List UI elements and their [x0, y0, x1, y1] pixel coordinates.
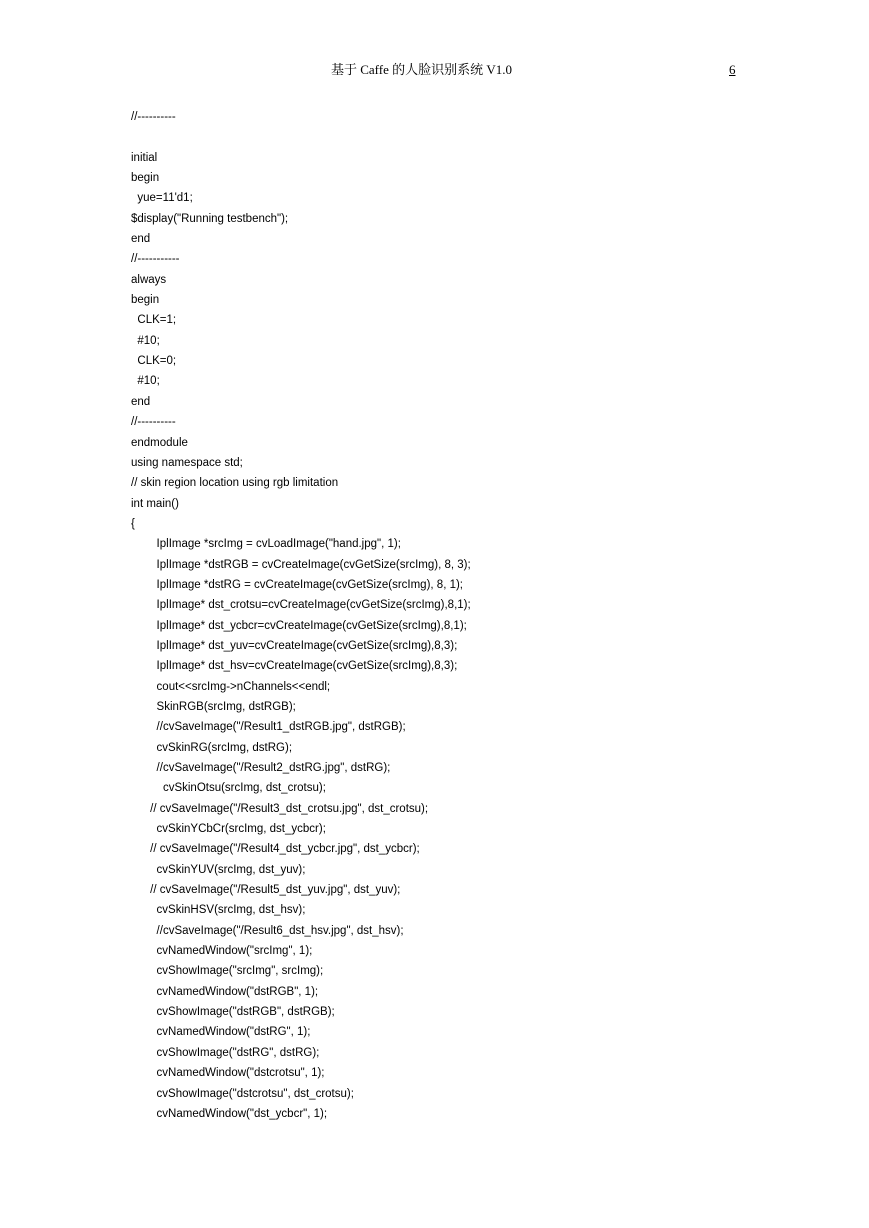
code-line: int main()	[131, 497, 179, 510]
code-line: using namespace std;	[131, 456, 243, 469]
code-line: cvNamedWindow("dstRG", 1);	[131, 1026, 311, 1039]
code-line	[131, 127, 831, 147]
code-line: cvShowImage("dstRG", dstRG);	[131, 1046, 320, 1059]
code-line: CLK=1;	[131, 314, 177, 327]
code-line: cvShowImage("dstcrotsu", dst_crotsu);	[131, 1087, 354, 1100]
code-line: cvSkinHSV(srcImg, dst_hsv);	[131, 904, 306, 917]
code-line: SkinRGB(srcImg, dstRGB);	[131, 700, 296, 713]
code-line: IplImage* dst_hsv=cvCreateImage(cvGetSize(srcImg),8,3);	[131, 660, 458, 673]
code-listing	[131, 107, 831, 1124]
code-line: cvSkinYUV(srcImg, dst_yuv);	[131, 863, 306, 876]
page-number: 6	[729, 62, 736, 77]
code-line: $display("Running testbench");	[131, 212, 289, 225]
code-line: cvSkinRG(srcImg, dstRG);	[131, 741, 293, 754]
code-line: // cvSaveImage("/Result4_dst_ycbcr.jpg", dst_ycbcr);	[131, 843, 420, 856]
code-line: initial	[131, 151, 158, 164]
code-line: IplImage *srcImg = cvLoadImage("hand.jpg", 1);	[131, 538, 401, 551]
code-line: cvNamedWindow("srcImg", 1);	[131, 945, 313, 958]
code-line: yue=11'd1;	[131, 192, 193, 205]
code-line: cvNamedWindow("dst_ycbcr", 1);	[131, 1107, 328, 1120]
code-line: //cvSaveImage("/Result1_dstRGB.jpg", dstRGB);	[131, 721, 406, 734]
code-line: //----------	[131, 416, 176, 429]
code-line: always	[131, 273, 167, 286]
code-line: // cvSaveImage("/Result5_dst_yuv.jpg", dst_yuv);	[131, 884, 401, 897]
code-line: cvSkinYCbCr(srcImg, dst_ycbcr);	[131, 823, 326, 836]
code-line: CLK=0;	[131, 355, 177, 368]
code-line: {	[131, 517, 135, 530]
code-line: end	[131, 233, 151, 246]
code-line: cvNamedWindow("dstRGB", 1);	[131, 985, 319, 998]
code-line: cvShowImage("dstRGB", dstRGB);	[131, 1006, 335, 1019]
code-line: //-----------	[131, 253, 180, 266]
code-line: cvNamedWindow("dstcrotsu", 1);	[131, 1067, 325, 1080]
code-line: begin	[131, 172, 160, 185]
code-line: #10;	[131, 375, 160, 388]
code-line: IplImage *dstRG = cvCreateImage(cvGetSize(srcImg), 8, 1);	[131, 578, 464, 591]
code-line: IplImage* dst_crotsu=cvCreateImage(cvGetSize(srcImg),8,1);	[131, 599, 471, 612]
code-line: cvSkinOtsu(srcImg, dst_crotsu);	[131, 782, 326, 795]
code-line: begin	[131, 294, 160, 307]
code-line: // cvSaveImage("/Result3_dst_crotsu.jpg", dst_crotsu);	[131, 802, 429, 815]
code-line: #10;	[131, 334, 160, 347]
code-line: IplImage* dst_yuv=cvCreateImage(cvGetSize(srcImg),8,3);	[131, 639, 458, 652]
code-line: //cvSaveImage("/Result6_dst_hsv.jpg", dst_hsv);	[131, 924, 404, 937]
code-line: // skin region location using rgb limitation	[131, 477, 339, 490]
code-line: IplImage* dst_ycbcr=cvCreateImage(cvGetSize(srcImg),8,1);	[131, 619, 467, 632]
code-line: //cvSaveImage("/Result2_dstRG.jpg", dstRG);	[131, 762, 391, 774]
code-line: cvShowImage("srcImg", srcImg);	[131, 965, 324, 978]
code-line: IplImage *dstRGB = cvCreateImage(cvGetSize(srcImg), 8, 3);	[131, 558, 471, 571]
page-header-title: 基于 Caffe 的人脸识别系统 V1.0	[330, 62, 513, 77]
code-line: cout<<srcImg->nChannels<<endl;	[131, 680, 331, 693]
code-line: endmodule	[131, 436, 188, 449]
code-line: //----------	[131, 111, 176, 123]
code-line: end	[131, 395, 151, 408]
